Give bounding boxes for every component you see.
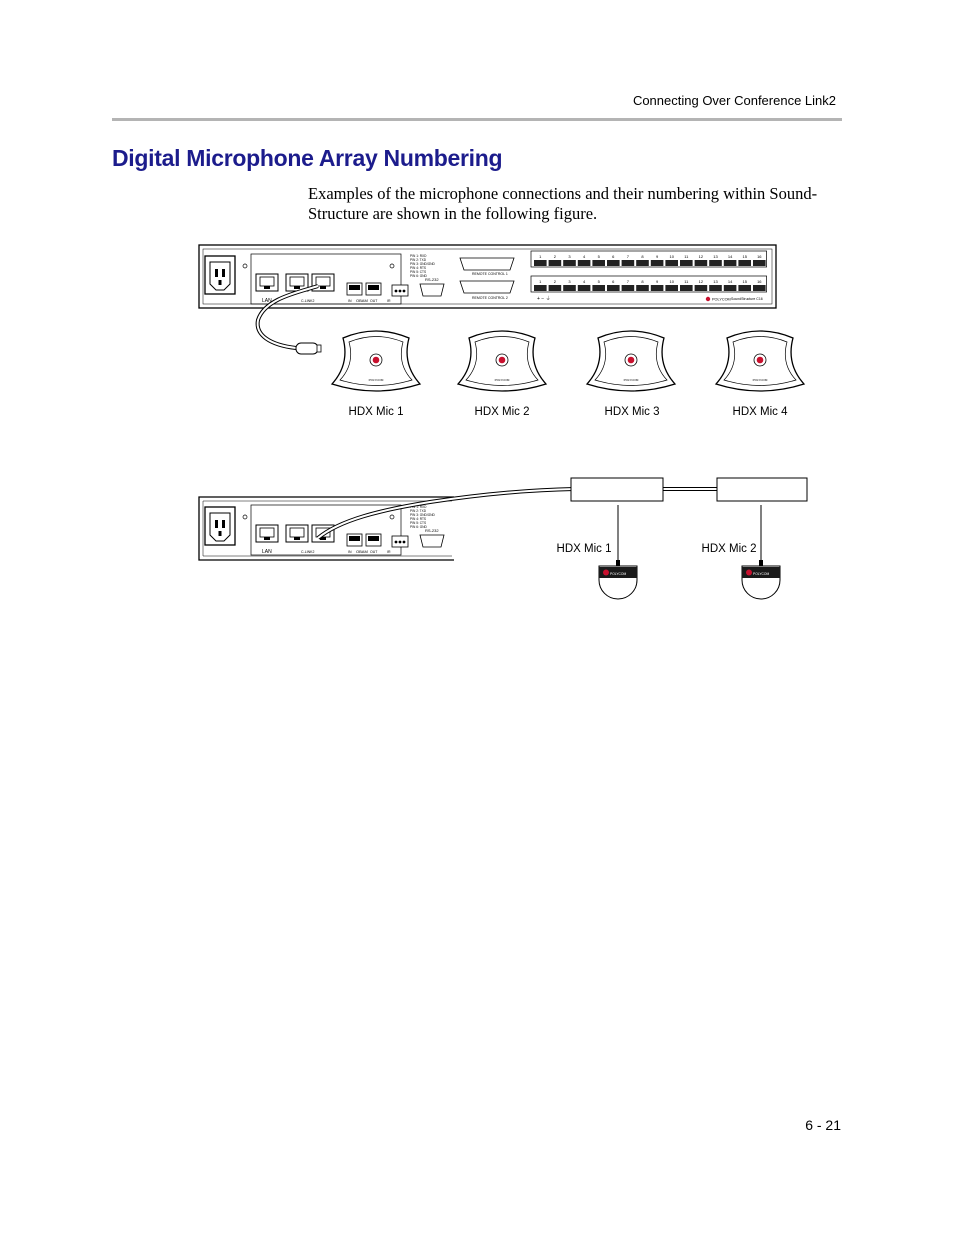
terminal-block	[578, 285, 591, 291]
terminal-block	[695, 285, 708, 291]
hdx-mic-pod	[458, 331, 546, 391]
channel-number: 6	[612, 254, 615, 259]
pin-legend	[410, 505, 435, 529]
channel-number: 11	[684, 254, 689, 259]
pod-brand-label: POLYCOM	[494, 378, 510, 382]
svg-text:PIN 1: RXD: PIN 1: RXD	[410, 254, 427, 258]
pod-brand-label: POLYCOM	[623, 378, 639, 382]
channel-number: 9	[655, 279, 659, 284]
channel-number: 1	[539, 279, 542, 284]
model-label: SoundStructure C16	[731, 297, 763, 301]
channel-number: 11	[684, 279, 689, 284]
terminal-block	[724, 285, 737, 291]
soundstructure-device-top	[199, 245, 776, 308]
running-header: Connecting Over Conference Link2	[632, 93, 836, 108]
channel-number: 7	[626, 279, 630, 284]
terminal-block	[651, 260, 664, 266]
svg-text:PIN 2: TXD: PIN 2: TXD	[410, 258, 427, 262]
terminal-block	[534, 285, 547, 291]
channel-number: 12	[698, 254, 704, 259]
ir-label: IR	[387, 550, 391, 554]
terminal-block	[680, 260, 693, 266]
channel-number: 16	[757, 279, 762, 284]
channel-number: 9	[655, 254, 659, 259]
terminal-block	[651, 285, 664, 291]
svg-text:PIN 6: GND: PIN 6: GND	[410, 525, 427, 529]
channel-number: 13	[713, 254, 718, 259]
terminal-block	[549, 285, 562, 291]
terminal-block	[738, 260, 751, 266]
terminal-block	[636, 285, 649, 291]
terminal-block	[563, 260, 576, 266]
mic-label-top: HDX Mic 2	[474, 406, 530, 418]
hdx-mic-pod	[716, 331, 804, 391]
channel-number: 3	[568, 279, 571, 284]
channel-number: 5	[597, 279, 600, 284]
channel-number: 10	[669, 279, 674, 284]
terminal-block	[636, 260, 649, 266]
body-paragraph: Examples of the microphone connections and their numbering within Sound-Structure are shown in the following figure.	[308, 184, 818, 223]
channel-number: 10	[669, 254, 674, 259]
obam-label: OBAM	[356, 298, 368, 303]
remote-control-2-label: REMOTE CONTROL 2	[472, 296, 508, 300]
svg-text:PIN 6: GND: PIN 6: GND	[410, 274, 427, 278]
svg-text:PIN 3: GND/GND: PIN 3: GND/GND	[410, 513, 435, 517]
svg-text:PIN 5: CTS: PIN 5: CTS	[410, 270, 427, 274]
channel-number: 15	[742, 279, 747, 284]
terminal-block	[622, 260, 635, 266]
pod-brand-label: POLYCOM	[368, 378, 384, 382]
terminal-block	[534, 260, 547, 266]
channel-number: 14	[727, 254, 733, 259]
ground-symbol: + − ⏚	[537, 296, 551, 302]
channel-number: 13	[713, 279, 718, 284]
terminal-block	[695, 260, 708, 266]
brand-label: POLYCOM	[712, 297, 731, 302]
terminal-block	[724, 260, 737, 266]
mic-label-top: HDX Mic 1	[348, 406, 404, 418]
terminal-block	[753, 285, 766, 291]
in-label: IN	[348, 299, 352, 303]
svg-text:PIN 2: TXD: PIN 2: TXD	[410, 509, 427, 513]
channel-number: 7	[626, 254, 630, 259]
channel-number: 2	[553, 279, 557, 284]
channel-number: 5	[597, 254, 600, 259]
page-number: 6 - 21	[805, 1117, 841, 1133]
mic-label-top: HDX Mic 3	[604, 406, 660, 418]
channel-number: 6	[612, 279, 615, 284]
terminal-block	[592, 260, 605, 266]
svg-text:PIN 3: GND/GND: PIN 3: GND/GND	[410, 262, 435, 266]
remote-control-1-label: REMOTE CONTROL 1	[472, 272, 508, 276]
terminal-block	[607, 260, 620, 266]
channel-number: 3	[568, 254, 571, 259]
rs232-label: RS-232	[425, 528, 439, 533]
svg-text:PIN 5: CTS: PIN 5: CTS	[410, 521, 427, 525]
clink2-label: C-LINK2	[301, 550, 315, 554]
channel-number: 16	[757, 254, 762, 259]
terminal-block	[753, 260, 766, 266]
channel-number: 4	[582, 279, 586, 284]
mic-label-bottom: HDX Mic 1	[556, 543, 612, 555]
channel-number: 12	[698, 279, 704, 284]
channel-number: 2	[553, 254, 557, 259]
terminal-block	[665, 260, 678, 266]
terminal-block	[665, 285, 678, 291]
terminal-block	[578, 260, 591, 266]
in-label: IN	[348, 550, 352, 554]
svg-text:PIN 4: RTS: PIN 4: RTS	[410, 266, 427, 270]
mic-label-top: HDX Mic 4	[732, 406, 788, 418]
pod-brand-label: POLYCOM	[752, 378, 768, 382]
rs232-label: RS-232	[425, 277, 439, 282]
out-label: OUT	[370, 550, 378, 554]
channel-number: 4	[582, 254, 586, 259]
svg-text:PIN 4: RTS: PIN 4: RTS	[410, 517, 427, 521]
clink2-label: C-LINK2	[301, 299, 315, 303]
mic-label-bottom: HDX Mic 2	[701, 543, 757, 555]
terminal-block	[592, 285, 605, 291]
terminal-block	[680, 285, 693, 291]
lan-label: LAN	[262, 298, 272, 304]
terminal-block	[738, 285, 751, 291]
out-label: OUT	[370, 299, 378, 303]
pendant-brand-label: POLYCOM	[610, 572, 627, 576]
terminal-block	[622, 285, 635, 291]
obam-label: OBAM	[356, 549, 368, 554]
terminal-block	[709, 260, 722, 266]
hdx-mic-pod	[587, 331, 675, 391]
soundstructure-device-bottom	[199, 497, 454, 560]
section-heading: Digital Microphone Array Numbering	[112, 145, 503, 171]
channel-number: 8	[641, 279, 644, 284]
terminal-block	[607, 285, 620, 291]
lan-label: LAN	[262, 549, 272, 555]
svg-text:PIN 1: RXD: PIN 1: RXD	[410, 505, 427, 509]
terminal-block	[563, 285, 576, 291]
mic-junction-box	[571, 478, 663, 501]
channel-number: 1	[539, 254, 542, 259]
pendant-brand-label: POLYCOM	[753, 572, 770, 576]
channel-number: 8	[641, 254, 644, 259]
channel-number: 15	[742, 254, 747, 259]
polycom-logo-icon	[706, 297, 710, 301]
mic-junction-box	[717, 478, 807, 501]
terminal-block	[709, 285, 722, 291]
channel-number: 14	[727, 279, 733, 284]
hdx-mic-pod	[332, 331, 420, 391]
ir-label: IR	[387, 299, 391, 303]
terminal-block	[549, 260, 562, 266]
